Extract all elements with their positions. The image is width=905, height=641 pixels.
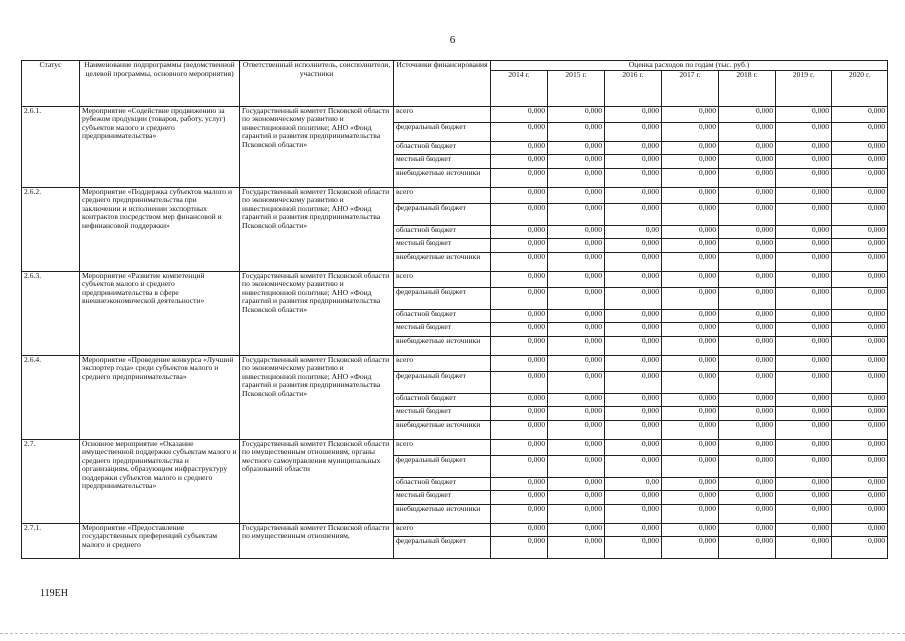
program-name-cell: Мероприятие «Предоставление государственных преференций субъектам малого и среднего <box>80 523 240 558</box>
amount-cell: 0,000 <box>491 187 548 203</box>
amount-cell: 0,000 <box>776 252 832 271</box>
amount-cell: 0,000 <box>776 455 832 477</box>
page-number: 6 <box>449 34 456 46</box>
amount-cell: 0,000 <box>491 523 548 536</box>
program-name-cell: Основное мероприятие «Оказание имущественной поддержки субъектам малого и среднего предпринимательства и организациям, образующим инфраструктуру поддержки субъектов малого и среднего предпринимательства» <box>80 439 240 523</box>
amount-cell: 0,000 <box>662 187 719 203</box>
amount-cell: 0,000 <box>491 455 548 477</box>
header-year: 2015 г. <box>548 70 605 106</box>
amount-cell: 0,000 <box>548 322 605 336</box>
funding-source-cell: всего <box>394 355 491 371</box>
amount-cell: 0,000 <box>548 455 605 477</box>
amount-cell: 0,000 <box>832 187 888 203</box>
amount-cell: 0,000 <box>719 504 776 523</box>
amount-cell: 0,000 <box>491 203 548 225</box>
amount-cell: 0,000 <box>719 393 776 406</box>
amount-cell: 0,000 <box>548 203 605 225</box>
funding-source-cell: местный бюджет <box>394 490 491 504</box>
status-cell: 2.6.4. <box>22 355 80 439</box>
header-estimate: Оценка расходов по годам (тыс. руб.) <box>491 61 888 71</box>
amount-cell: 0,000 <box>662 203 719 225</box>
funding-source-cell: федеральный бюджет <box>394 536 491 558</box>
funding-source-cell: всего <box>394 523 491 536</box>
amount-cell: 0,000 <box>662 490 719 504</box>
amount-cell: 0,000 <box>548 406 605 420</box>
amount-cell: 0,000 <box>605 187 662 203</box>
amount-cell: 0,000 <box>491 355 548 371</box>
amount-cell: 0,000 <box>605 490 662 504</box>
amount-cell: 0,000 <box>832 504 888 523</box>
funding-source-cell: областной бюджет <box>394 393 491 406</box>
amount-cell: 0,000 <box>548 252 605 271</box>
status-cell: 2.7. <box>22 439 80 523</box>
amount-cell: 0,000 <box>491 490 548 504</box>
amount-cell: 0,000 <box>548 393 605 406</box>
amount-cell: 0,000 <box>605 168 662 187</box>
amount-cell: 0,000 <box>548 490 605 504</box>
funding-source-cell: внебюджетные источники <box>394 168 491 187</box>
executor-cell: Государственный комитет Псковской области по экономическому развитию и инвестиционной политике; АНО «Фонд гарантий и развития предпринимательства Псковской области» <box>240 187 394 271</box>
amount-cell: 0,000 <box>832 355 888 371</box>
amount-cell: 0,000 <box>491 168 548 187</box>
amount-cell: 0,000 <box>719 287 776 309</box>
amount-cell: 0,000 <box>662 238 719 252</box>
amount-cell: 0,000 <box>491 154 548 168</box>
funding-source-cell: местный бюджет <box>394 238 491 252</box>
executor-cell: Государственный комитет Псковской области по экономическому развитию и инвестиционной политике; АНО «Фонд гарантий и развития предпринимательства Псковской области» <box>240 106 394 187</box>
amount-cell: 0,000 <box>719 406 776 420</box>
funding-source-cell: внебюджетные источники <box>394 504 491 523</box>
amount-cell: 0,000 <box>832 168 888 187</box>
amount-cell: 0,000 <box>719 420 776 439</box>
amount-cell: 0,000 <box>719 455 776 477</box>
amount-cell: 0,000 <box>491 122 548 141</box>
amount-cell: 0,000 <box>776 225 832 238</box>
amount-cell: 0,000 <box>719 523 776 536</box>
amount-cell: 0,000 <box>832 393 888 406</box>
amount-cell: 0,000 <box>662 393 719 406</box>
table-row <box>22 355 888 371</box>
amount-cell: 0,00 <box>605 477 662 490</box>
funding-source-cell: внебюджетные источники <box>394 336 491 355</box>
amount-cell: 0,000 <box>776 322 832 336</box>
amount-cell: 0,000 <box>605 271 662 287</box>
amount-cell: 0,000 <box>605 523 662 536</box>
amount-cell: 0,000 <box>605 393 662 406</box>
amount-cell: 0,000 <box>776 393 832 406</box>
executor-cell: Государственный комитет Псковской области по имущественным отношениям, органы местного самоуправления муниципальных образований области <box>240 439 394 523</box>
amount-cell: 0,000 <box>719 477 776 490</box>
amount-cell: 0,000 <box>662 106 719 122</box>
amount-cell: 0,000 <box>491 336 548 355</box>
amount-cell: 0,000 <box>605 141 662 154</box>
amount-cell: 0,000 <box>548 154 605 168</box>
funding-source-cell: федеральный бюджет <box>394 287 491 309</box>
budget-table <box>21 60 888 559</box>
table-row <box>22 439 888 455</box>
amount-cell: 0,000 <box>719 309 776 322</box>
amount-cell: 0,000 <box>776 168 832 187</box>
amount-cell: 0,000 <box>491 504 548 523</box>
amount-cell: 0,000 <box>776 406 832 420</box>
amount-cell: 0,000 <box>662 355 719 371</box>
amount-cell: 0,000 <box>548 225 605 238</box>
amount-cell: 0,000 <box>548 122 605 141</box>
amount-cell: 0,000 <box>662 455 719 477</box>
amount-cell: 0,000 <box>832 252 888 271</box>
amount-cell: 0,000 <box>832 406 888 420</box>
amount-cell: 0,000 <box>491 477 548 490</box>
amount-cell: 0,000 <box>662 536 719 558</box>
funding-source-cell: областной бюджет <box>394 477 491 490</box>
amount-cell: 0,000 <box>719 154 776 168</box>
amount-cell: 0,000 <box>776 122 832 141</box>
amount-cell: 0,000 <box>548 287 605 309</box>
funding-source-cell: всего <box>394 187 491 203</box>
amount-cell: 0,000 <box>719 336 776 355</box>
funding-source-cell: федеральный бюджет <box>394 203 491 225</box>
amount-cell: 0,000 <box>548 309 605 322</box>
amount-cell: 0,000 <box>832 141 888 154</box>
amount-cell: 0,000 <box>719 187 776 203</box>
amount-cell: 0,000 <box>605 122 662 141</box>
amount-cell: 0,000 <box>776 154 832 168</box>
amount-cell: 0,000 <box>719 439 776 455</box>
amount-cell: 0,000 <box>491 371 548 393</box>
amount-cell: 0,000 <box>832 203 888 225</box>
amount-cell: 0,000 <box>491 252 548 271</box>
amount-cell: 0,000 <box>832 523 888 536</box>
amount-cell: 0,000 <box>832 238 888 252</box>
amount-cell: 0,000 <box>548 371 605 393</box>
program-name-cell: Мероприятие «Содействие продвижению за рубежом продукции (товаров, работу, услуг) субъектов малого и среднего предпринимательства» <box>80 106 240 187</box>
amount-cell: 0,000 <box>719 536 776 558</box>
program-name-cell: Мероприятие «Поддержка субъектов малого и среднего предпринимательства при заключении и исполнении экспортных контрактов посредством мер финансовой и нефинансовой поддержки» <box>80 187 240 271</box>
amount-cell: 0,000 <box>548 477 605 490</box>
amount-cell: 0,000 <box>605 336 662 355</box>
amount-cell: 0,000 <box>719 168 776 187</box>
amount-cell: 0,000 <box>832 309 888 322</box>
amount-cell: 0,000 <box>605 154 662 168</box>
funding-source-cell: внебюджетные источники <box>394 420 491 439</box>
funding-source-cell: федеральный бюджет <box>394 455 491 477</box>
amount-cell: 0,000 <box>719 355 776 371</box>
funding-source-cell: местный бюджет <box>394 406 491 420</box>
amount-cell: 0,000 <box>832 106 888 122</box>
amount-cell: 0,000 <box>832 371 888 393</box>
amount-cell: 0,000 <box>548 141 605 154</box>
table-row <box>22 106 888 122</box>
amount-cell: 0,000 <box>548 187 605 203</box>
amount-cell: 0,000 <box>491 406 548 420</box>
amount-cell: 0,000 <box>662 287 719 309</box>
header-year: 2020 г. <box>832 70 888 106</box>
executor-cell: Государственный комитет Псковской области по экономическому развитию и инвестиционной политике; АНО «Фонд гарантий и развития предпринимательства Псковской области» <box>240 355 394 439</box>
amount-cell: 0,000 <box>662 336 719 355</box>
amount-cell: 0,000 <box>719 252 776 271</box>
amount-cell: 0,000 <box>776 141 832 154</box>
amount-cell: 0,000 <box>832 122 888 141</box>
amount-cell: 0,000 <box>662 225 719 238</box>
footer-code: 119ЕН <box>40 588 68 599</box>
amount-cell: 0,000 <box>776 504 832 523</box>
header-year: 2019 г. <box>776 70 832 106</box>
amount-cell: 0,000 <box>662 439 719 455</box>
amount-cell: 0,000 <box>776 271 832 287</box>
header-year: 2017 г. <box>662 70 719 106</box>
amount-cell: 0,000 <box>605 106 662 122</box>
amount-cell: 0,000 <box>832 439 888 455</box>
amount-cell: 0,000 <box>548 106 605 122</box>
amount-cell: 0,00 <box>605 225 662 238</box>
amount-cell: 0,000 <box>662 154 719 168</box>
amount-cell: 0,000 <box>776 420 832 439</box>
status-cell: 2.6.1. <box>22 106 80 187</box>
table-row <box>22 271 888 287</box>
header-executor: Ответственный исполнитель, соисполнители, участники <box>240 61 394 107</box>
amount-cell: 0,000 <box>491 225 548 238</box>
amount-cell: 0,000 <box>605 355 662 371</box>
amount-cell: 0,000 <box>662 322 719 336</box>
amount-cell: 0,000 <box>605 252 662 271</box>
amount-cell: 0,000 <box>605 504 662 523</box>
amount-cell: 0,000 <box>776 439 832 455</box>
amount-cell: 0,000 <box>662 504 719 523</box>
amount-cell: 0,000 <box>719 371 776 393</box>
header-status: Статус <box>22 61 80 107</box>
header-row <box>22 61 888 71</box>
amount-cell: 0,000 <box>832 322 888 336</box>
amount-cell: 0,000 <box>662 477 719 490</box>
amount-cell: 0,000 <box>776 187 832 203</box>
funding-source-cell: областной бюджет <box>394 141 491 154</box>
funding-source-cell: местный бюджет <box>394 322 491 336</box>
header-name: Наименование подпрограммы (ведомственной целевой программы, основного мероприятия) <box>80 61 240 107</box>
executor-cell: Государственный комитет Псковской области по имущественным отношениям, <box>240 523 394 558</box>
amount-cell: 0,000 <box>491 287 548 309</box>
amount-cell: 0,000 <box>662 168 719 187</box>
amount-cell: 0,000 <box>719 106 776 122</box>
table-row <box>22 187 888 203</box>
amount-cell: 0,000 <box>605 238 662 252</box>
amount-cell: 0,000 <box>662 371 719 393</box>
funding-source-cell: внебюджетные источники <box>394 252 491 271</box>
amount-cell: 0,000 <box>776 523 832 536</box>
amount-cell: 0,000 <box>491 322 548 336</box>
amount-cell: 0,000 <box>662 523 719 536</box>
status-cell: 2.6.2. <box>22 187 80 271</box>
table-row <box>22 523 888 536</box>
amount-cell: 0,000 <box>776 238 832 252</box>
amount-cell: 0,000 <box>719 141 776 154</box>
amount-cell: 0,000 <box>832 336 888 355</box>
header-year: 2018 г. <box>719 70 776 106</box>
amount-cell: 0,000 <box>548 168 605 187</box>
amount-cell: 0,000 <box>662 141 719 154</box>
funding-source-cell: всего <box>394 439 491 455</box>
amount-cell: 0,000 <box>776 203 832 225</box>
table-body <box>22 106 888 558</box>
funding-source-cell: всего <box>394 106 491 122</box>
amount-cell: 0,000 <box>548 536 605 558</box>
amount-cell: 0,000 <box>548 355 605 371</box>
amount-cell: 0,000 <box>776 477 832 490</box>
funding-source-cell: федеральный бюджет <box>394 122 491 141</box>
amount-cell: 0,000 <box>491 271 548 287</box>
amount-cell: 0,000 <box>719 203 776 225</box>
amount-cell: 0,000 <box>662 406 719 420</box>
amount-cell: 0,000 <box>548 439 605 455</box>
amount-cell: 0,000 <box>548 336 605 355</box>
status-cell: 2.7.1. <box>22 523 80 558</box>
program-name-cell: Мероприятие «Проведение конкурса «Лучший экспортер года» среди субъектов малого и среднего предпринимательства» <box>80 355 240 439</box>
amount-cell: 0,000 <box>605 371 662 393</box>
amount-cell: 0,000 <box>719 225 776 238</box>
header-sources: Источники финансирования <box>394 61 491 107</box>
amount-cell: 0,000 <box>605 322 662 336</box>
amount-cell: 0,000 <box>832 420 888 439</box>
amount-cell: 0,000 <box>662 122 719 141</box>
amount-cell: 0,000 <box>719 122 776 141</box>
amount-cell: 0,000 <box>832 287 888 309</box>
amount-cell: 0,000 <box>832 477 888 490</box>
amount-cell: 0,000 <box>548 504 605 523</box>
amount-cell: 0,000 <box>776 336 832 355</box>
amount-cell: 0,000 <box>719 238 776 252</box>
amount-cell: 0,000 <box>491 309 548 322</box>
amount-cell: 0,000 <box>605 439 662 455</box>
amount-cell: 0,000 <box>548 271 605 287</box>
amount-cell: 0,000 <box>832 490 888 504</box>
amount-cell: 0,000 <box>776 106 832 122</box>
amount-cell: 0,000 <box>776 490 832 504</box>
amount-cell: 0,000 <box>491 420 548 439</box>
amount-cell: 0,000 <box>662 309 719 322</box>
amount-cell: 0,000 <box>605 536 662 558</box>
amount-cell: 0,000 <box>548 238 605 252</box>
amount-cell: 0,000 <box>832 271 888 287</box>
funding-source-cell: федеральный бюджет <box>394 371 491 393</box>
amount-cell: 0,000 <box>776 536 832 558</box>
program-name-cell: Мероприятие «Развитие компетенций субъектов малого и среднего предпринимательства в сфере внешнеэкономической деятельности» <box>80 271 240 355</box>
executor-cell: Государственный комитет Псковской области по экономическому развитию и инвестиционной политике; АНО «Фонд гарантий и развития предпринимательства Псковской области» <box>240 271 394 355</box>
amount-cell: 0,000 <box>605 309 662 322</box>
amount-cell: 0,000 <box>605 420 662 439</box>
funding-source-cell: областной бюджет <box>394 225 491 238</box>
amount-cell: 0,000 <box>548 523 605 536</box>
amount-cell: 0,000 <box>662 271 719 287</box>
header-year: 2016 г. <box>605 70 662 106</box>
funding-source-cell: областной бюджет <box>394 309 491 322</box>
amount-cell: 0,000 <box>776 371 832 393</box>
amount-cell: 0,000 <box>491 141 548 154</box>
amount-cell: 0,000 <box>662 252 719 271</box>
amount-cell: 0,000 <box>832 455 888 477</box>
amount-cell: 0,000 <box>719 271 776 287</box>
amount-cell: 0,000 <box>491 393 548 406</box>
status-cell: 2.6.3. <box>22 271 80 355</box>
amount-cell: 0,000 <box>491 238 548 252</box>
amount-cell: 0,000 <box>662 420 719 439</box>
amount-cell: 0,000 <box>776 287 832 309</box>
amount-cell: 0,000 <box>605 287 662 309</box>
amount-cell: 0,000 <box>776 309 832 322</box>
amount-cell: 0,000 <box>832 154 888 168</box>
amount-cell: 0,000 <box>491 536 548 558</box>
amount-cell: 0,000 <box>719 490 776 504</box>
amount-cell: 0,000 <box>719 322 776 336</box>
header-year: 2014 г. <box>491 70 548 106</box>
amount-cell: 0,000 <box>776 355 832 371</box>
amount-cell: 0,000 <box>605 203 662 225</box>
amount-cell: 0,000 <box>491 106 548 122</box>
funding-source-cell: местный бюджет <box>394 154 491 168</box>
amount-cell: 0,000 <box>832 536 888 558</box>
funding-source-cell: всего <box>394 271 491 287</box>
amount-cell: 0,000 <box>491 439 548 455</box>
amount-cell: 0,000 <box>832 225 888 238</box>
amount-cell: 0,000 <box>548 420 605 439</box>
amount-cell: 0,000 <box>605 406 662 420</box>
amount-cell: 0,000 <box>605 455 662 477</box>
